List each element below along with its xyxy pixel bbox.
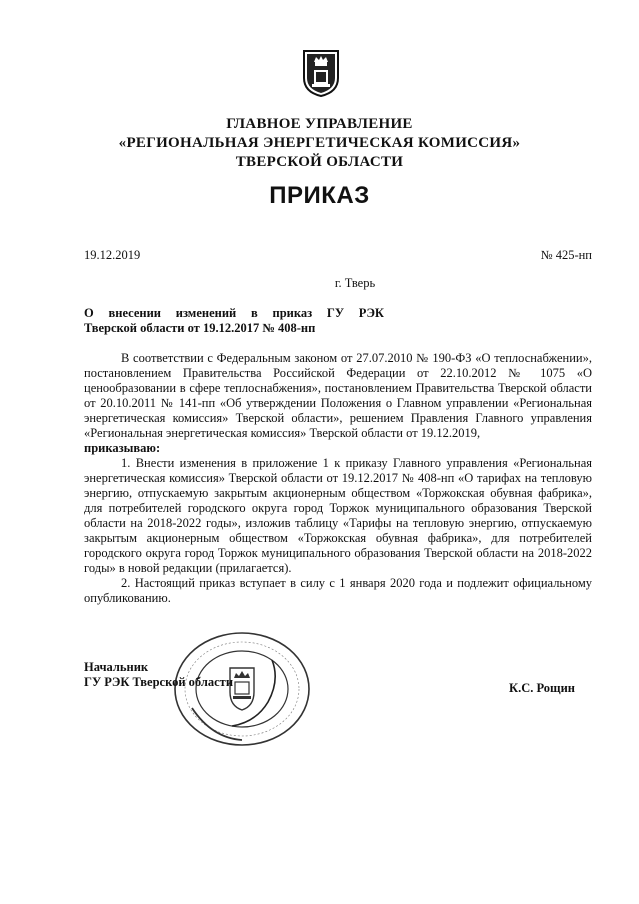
preamble-paragraph: В соответствии с Федеральным законом от 27.07.2010 № 190-ФЗ «О теплоснабжении», постановлением Правительства Российской Федерации от 22.10.2012 № 1075 «О ценообразовании в сфере теплоснабжения», постановлением Правительства Тверской области от 20.10.2011 № 141-пп «Об утверждении Положения о Главном управлении «Региональная энергетическая комиссия» Тверской области», решением Правления Главного управления «Региональная энергетическая комиссия» Тверской области от 19.12.2019,: [84, 351, 592, 440]
position-line-1: Начальник: [84, 660, 149, 674]
subject-line-2: Тверской области от 19.12.2017 № 408-нп: [84, 321, 316, 335]
document-number: № 425-нп: [540, 248, 592, 262]
document-title: ПРИКАЗ: [269, 182, 370, 209]
document-date: 19.12.2019: [84, 248, 141, 262]
document-city: г. Тверь: [334, 276, 376, 290]
document-body: [84, 351, 592, 606]
orders-word: приказываю:: [84, 441, 161, 455]
tver-coat-of-arms-icon: [301, 48, 341, 98]
signatory-position: [84, 660, 233, 690]
order-item-1: 1. Внести изменения в приложение 1 к приказу Главного управления «Региональная энергетическая комиссия» Тверской области от 19.12.2017 № 408-нп «О тарифах на тепловую энергию, отпускаемую закрытым акционерным обществом «Торжокская обувная фабрика», для потребителей городского округа город Торжок муниципального образования Тверской области на 2018-2022 годы», изложив таблицу «Тарифы на тепловую энергию, отпускаемую закрытым акционерным обществом «Торжокская обувная фабрика», для потребителей городского округа город Торжок муниципального образования Тверской области на 2018-2022 годы» в новой редакции (прилагается).: [84, 456, 592, 575]
document-subject: [84, 306, 384, 336]
order-item-2: 2. Настоящий приказ вступает в силу с 1 января 2020 года и подлежит официальному опубликованию.: [84, 576, 592, 605]
signatory-name: К.С. Рощин: [509, 681, 575, 695]
position-line-2: ГУ РЭК Тверской области: [84, 675, 234, 689]
subject-line-1: О внесении изменений в приказ ГУ РЭК: [84, 306, 384, 320]
header-line-3: ТВЕРСКОЙ ОБЛАСТИ: [235, 154, 404, 170]
header-line-1: ГЛАВНОЕ УПРАВЛЕНИЕ: [226, 116, 413, 132]
header-line-2: «РЕГИОНАЛЬНАЯ ЭНЕРГЕТИЧЕСКАЯ КОМИССИЯ»: [118, 135, 521, 151]
